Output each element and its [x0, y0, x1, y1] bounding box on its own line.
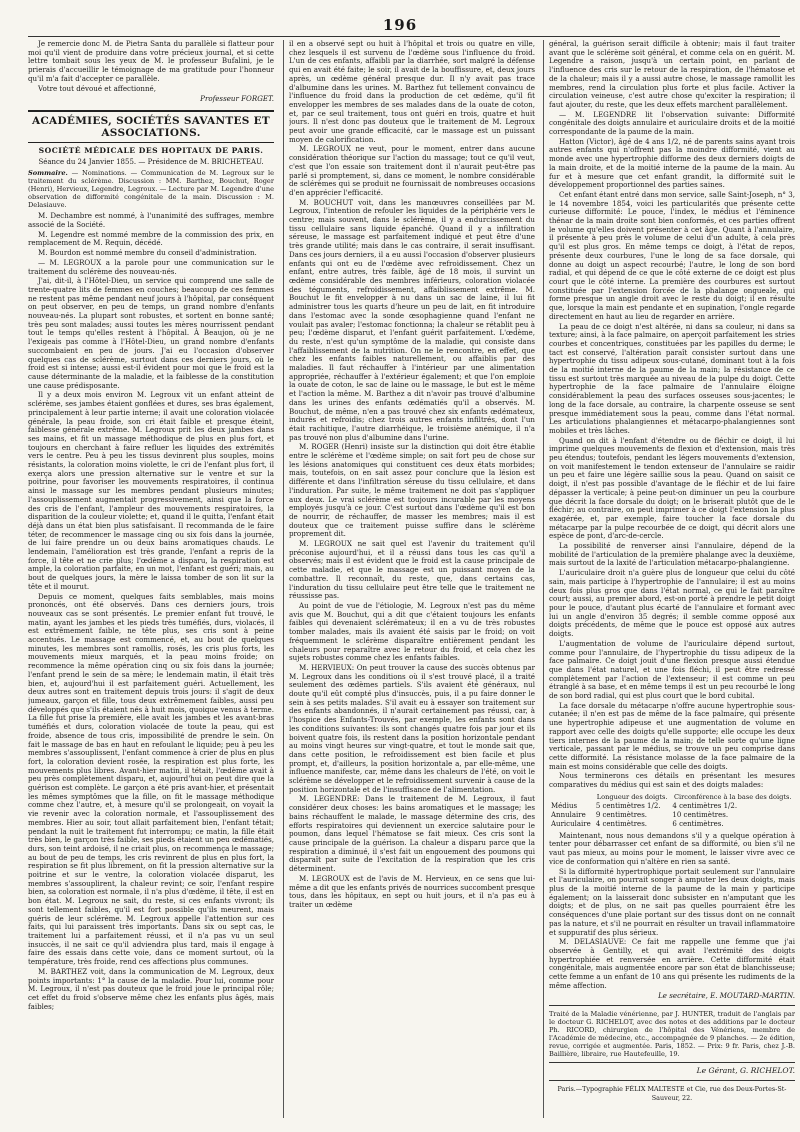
letter-signature: Professeur FORGET.: [200, 94, 274, 104]
paragraph: M. Dechambre est nommé, à l'unanimité des suffrages, membre associé de la Société.: [28, 211, 274, 230]
paragraph: L'auriculaire droit n'a guère plus de longueur que celui du côté sain, mais participe à l'hypertrophie de l'annulaire; il est au moins deux fois plus gros que dans l'état normal, ce qui le fait paraître court; aussi, au premier abord, est-on porté à prendre le petit doigt pour le pouce, d'autant plus écarté de l'annulaire et formant avec lui un angle d'environ 35 degrés; il semble comme opposé aux doigts précédents, de même que le pouce est opposé aux autres doigts.: [549, 568, 795, 639]
session-line: Séance du 24 Janvier 1855. — Présidence de M. BRICHETEAU.: [38, 157, 264, 166]
table-cell: 6 centimètres.: [672, 819, 724, 828]
gerant-signature: Le Gérant, G. RICHELOT.: [696, 1066, 795, 1076]
table-row: [549, 802, 795, 811]
table-cell: Médius: [551, 801, 578, 810]
paragraph: M. BOUCHUT voit, dans les manœuvres conseillées par M. Legroux, l'intention de refouler les liquides de la périphérie vers le centre; mais souvent, dans le sclérème, il y a endurcissement du tissu cellulaire sans liquide épanché. Quand il y a infiltration séreuse, le massage est parfaitement indiqué et peut être d'une très grande utilité; mais dans le cas contraire, il serait insuffisant. Dans ces jours derniers, il a eu aussi l'occasion d'observer plusieurs enfants qui ont eu de l'œdème avec refroidissement. Chez un enfant, entre autres, très faible, âgé de 18 mois, il survint un œdème considérable des membres inférieurs, coloration violacée des téguments, refroidissement, affaiblissement extrême. M. Bouchut le fit envelopper à nu dans un sac de laine, il lui fit administrer tous les quarts d'heure un peu de lait, en fit introduire dans l'estomac avec la sonde œsophagienne quand l'enfant ne voulait pas avaler; l'estomac fonctionna; la chaleur se rétablit peu à peu; l'œdème disparut, et l'enfant guérit parfaitement. L'œdème, du reste, n'est qu'un symptôme de la maladie, qui consiste dans l'affaiblissement de la nutrition. On ne le rencontre, en effet, que chez les enfants faibles naturellement, ou affaiblis par des maladies. Il faut réchauffer à l'intérieur par une alimentation appropriée, réchauffer à l'extérieur également; et que l'on emploie la ouate de coton, le sac de laine ou le massage, le but est le même et l'action la même. M. Barthez a dit n'avoir pas trouvé d'albumine dans les urines des enfants œdématiés qu'il a observés. M. Bouchut, de même, n'en a pas trouvé chez six enfants œdémateux, indurés et refroidis; chez trois autres enfants infiltrés, dont l'un était rachitique, l'autre diarrhéique, le troisième anémique, il n'a pas trouvé non plus d'albumine dans l'urine.: [289, 197, 535, 442]
table-cell: Annulaire: [551, 810, 586, 819]
paragraph: M. LEGROUX ne sait quel est l'avenir du traitement qu'il préconise aujourd'hui, et il a réussi dans tous les cas qu'il a observés; mais il est évident que le froid est la cause principale de cette maladie, et que le massage est un puissant moyen de la combattre. Il reconnaît, du reste, que, dans certains cas, l'induration du tissu cellulaire peut être telle que le traitement ne réussisse pas.: [289, 539, 535, 601]
paragraph: La peau de ce doigt n'est altérée, ni dans sa couleur, ni dans sa texture; ainsi, à la face palmaire, on aperçoit parfaitement les stries courbes et concentriques, constituées par les papilles du derme; le tact est conservé, l'altération paraît consister surtout dans une hypertrophie du tissu adipeux sous-cutané, dominant tout à la fois de la moitié interne de la paume de la main; la résistance de ce tissu est surtout très marquée au niveau de la pulpe du doigt. Cette hypertrophie de la face palmaire de l'annulaire éloigne considérablement la peau des surfaces osseuses sous-jacentes; le long de la face dorsale, au contraire, la charpente osseuse se sent presque immédiatement sous la peau, comme dans l'état normal. Les articulations phalangiennes et métacarpo-phalangiennes sont mobiles et très lâches.: [549, 321, 795, 435]
paragraph: Depuis ce moment, quelques faits semblables, mais moins prononcés, ont été observés. Dans ces derniers jours, trois nouveaux cas se sont présentés. Le premier enfant fut trouvé, le matin, ayant les jambes et les pieds très tuméfiés, durs, violacés, il est extrêmement faible, ne tête plus, ses cris sont à peine accentués. Le massage est commencé, et, au bout de quelques minutes, les membres sont ramollis, rosés, les cris plus forts, les mouvements mieux marqués, et la peau moins froide; on recommence la même opération cinq ou six fois dans la journée; l'enfant prend le sein de sa mère; le lendemain matin, il était très bien, et, aujourd'hui il est parfaitement guéri. Actuellement, les deux autres sont en traitement depuis trois jours: il s'agit de deux jumeaux, garçon et fille, tous deux extrêmement faibles, aussi peu développés que s'ils étaient nés à huit mois, quoique venus à terme. La fille fut prise la première, elle avait les jambes et les avant-bras tuméfiés et durs, coloration violacée de toute la peau, qui est froide, absence de tous cris, impossibilité de prendre le sein. On fait le massage de bas en haut en refoulant le liquide; peu à peu les membres s'assouplissent, l'enfant commence à crier de plus en plus fort, la coloration devient rosée, la respiration est plus forte, les mouvements plus libres. Avant-hier matin, il tétait, l'œdème avait à peu près complètement disparu, et, aujourd'hui on peut dire que la guérison est complète. Le garçon a été pris avant-hier, et présentait les mêmes symptômes que la fille, on fit le massage méthodique comme chez l'autre, et, à mesure qu'il se prolongeait, on voyait la vie revenir avec la coloration normale, et l'assouplissement des membres. Hier au soir, tout allait parfaitement bien, l'enfant tétait; pendant la nuit le traitement fut interrompu; ce matin, la fille était très bien, le garçon très faible, ses pieds étaient un peu œdématiés, durs, son teint ardoisé, il ne criait plus, on recommença le massage; au bout de peu de temps, les cris revinrent de plus en plus fort, la respiration se fit plus librement, on fit la pression alternative sur la poitrine et sur le ventre, la coloration violacée disparut, les membres s'assouplirent, la chaleur revint; ce soir, l'enfant respire bien, sa coloration est normale, il n'a plus d'œdème, il tête, il est en bon état. M. Legroux ne sait, du reste, si ces enfants vivront; ils sont tellement faibles, qu'il est fort possible qu'ils meurent, mais guéris de leur sclérème. M. Legroux appelle l'attention sur ces faits, qui lui paraissent très importants. Dans six ou sept cas, le traitement lui a parfaitement réussi, et il n'a pas vu un seul insuccès, il ne sait ce qu'il adviendra plus tard, mais il engage à faire des essais dans cette voie, dans ce moment surtout, où la température, très froide, rend ces affections plus communes.: [28, 591, 274, 967]
column-divider: [283, 40, 284, 1118]
column-1: [28, 40, 274, 1120]
paragraph: M. Legendre est nommé membre de la commission des prix, en remplacement de M. Requin, décédé.: [28, 229, 274, 248]
paragraph: Quand on dit à l'enfant d'étendre ou de fléchir ce doigt, il lui imprime quelques mouvements de flexion et d'extension, mais très peu étendus; toutefois, pendant les légers mouvements d'extension, on voit manifestement le tendon extenseur de l'annulaire se raidir un peu et faire une légère saillie sous la peau. Quand on saisit ce doigt, il n'est pas possible d'avantage de le fléchir et de lui faire dépasser la verticale; à peine peut-on diminuer un peu la courbure que décrit la face dorsale du doigt; on le briserait plutôt que de le fléchir; au contraire, on peut imprimer à ce doigt l'extension la plus exagérée, et, par exemple, faire toucher la face dorsale du métacarpe par la pulpe recourbée de ce doigt, qui décrit alors une espèce de pont, d'arc-de-cercle.: [549, 435, 795, 541]
table-row: [549, 811, 795, 820]
paragraph: — M. LEGROUX a la parole pour une communication sur le traitement du sclérème des nouveau-nés.: [28, 257, 274, 276]
paragraph: Nous terminerons ces détails en présentant les mesures comparatives du médius qui est sain et des doigts malades:: [549, 771, 795, 790]
paragraph: Hatton (Victor), âgé de 4 ans 1/2, né de parents sains ayant trois autres enfants qui n'offrent pas la moindre difformité, vient au monde avec une hypertrophie difforme des deux derniers doigts de la main droite, et de la moitié interne de la paume de la main. Au fur et à mesure que cet enfant grandit, la difformité suit le développement proportionnel des parties saines.: [549, 136, 795, 190]
page-number: 196: [382, 16, 418, 34]
column-3: [549, 40, 795, 1120]
divider: [549, 1080, 795, 1081]
divider: [549, 1062, 795, 1063]
paragraph: M. LEGROUX ne veut, pour le moment, entrer dans aucune considération théorique sur l'action du massage; tout ce qu'il veut, c'est que l'on essaie son traitement dont il n'aurait peut-être pas parlé si promptement, si, dans ce moment, le nombre considérable de sclérèmes qui se produit ne fournissait de nombreuses occasions d'en apprécier l'efficacité.: [289, 144, 535, 197]
paragraph: M. Bourdon est nommé membre du conseil d'administration.: [38, 248, 257, 258]
paragraph: Il y a deux mois environ M. Legroux vit un enfant atteint de sclérème, ses jambes étaient gonflées et dures, ses bras également, principalement à leur partie interne; il avait une coloration violacée générale, la peau froide, son cri était faible et presque éteint, faiblesse générale extrême. M. Legroux prit les deux jambes dans ses mains, et fit un massage méthodique de plus en plus fort, et toujours en cherchant à faire refluer les liquides des extrémités vers le centre. Peu à peu les tissus devinrent plus souples, moins résistants, la coloration moins violette, le cri de l'enfant plus fort, il exerça alors une pression alternative sur le ventre et sur la poitrine, pour favoriser les mouvements respiratoires, il continua ainsi le massage sur les membres pendant plusieurs minutes; l'assouplissement augmentait progressivement, ainsi que la force des cris de l'enfant, l'ampleur des mouvements respiratoires, la disparition de la couleur violette; et, quand il le quitta, l'enfant était déjà dans un état bien plus satisfaisant. Il recommanda de le faire téter, de recommencer le massage cinq ou six fois dans la journée, de lui faire prendre un ou deux bains aromatiques chauds. Le lendemain, l'amélioration est très grande, l'enfant a repris de la force, il tête et ne crie plus; l'œdème a disparu, la respiration est ample, la coloration parfaite, en un mot, l'enfant est guéri; mais, au bout de quelques jours, la mère le laissa tomber de son lit sur la tête et il mourut.: [28, 390, 274, 591]
paragraph: général, la guérison serait difficile à obtenir; mais il faut traiter avant que le sclérème soit général, et comme cela on en guérit. M. Legendre a raison, jusqu'à un certain point, en parlant de l'influence des cris sur le retour de la respiration, de l'hématose et de la chaleur; mais il y a aussi autre chose, le massage ramollit les membres, rend la circulation plus forte et plus facile. Activer la circulation veineuse, c'est autre chose qu'exciter la respiration; il faut ajouter, du reste, que les deux effets marchent parallèlement.: [549, 40, 795, 109]
paragraph: Au point de vue de l'étiologie, M. Legroux n'est pas du même avis que M. Bouchut, qui a dit que c'étaient toujours les enfants faibles qui devenaient sclérémateux; il en a vu de très robustes tomber malades, mais ils avaient été saisis par le froid; on voit fréquemment le sclérème disparaître entièrement pendant les chaleurs pour reparaître avec le retour du froid, et cela chez les sujets robustes comme chez les enfants faibles.: [289, 601, 535, 663]
table-row: [549, 820, 795, 829]
paragraph: M. LEGROUX est de l'avis de M. Hervieux, en ce sens que lui-même a dit que les enfants privés de nourrices succombent presque tous, dans les hôpitaux, en sept ou huit jours, et il n'a pas eu à traiter un œdème: [289, 873, 535, 909]
letter-paragraph: Je remercie donc M. de Pietra Santa du parallèle si flatteur pour moi qu'il vient de produire dans votre précieux journal, et si cette lettre tombait sous les yeux de M. le professeur Bufalini, je le prierais d'accueillir le témoignage de ma gratitude pour l'honneur qu'il m'a fait d'accepter ce parallèle.: [28, 40, 274, 83]
paragraph: L'augmentation de volume de l'auriculaire dépend surtout, comme pour l'annulaire, de l'hypertrophie du tissu adipeux de la face palmaire. Ce doigt jouit d'une flexion presque aussi étendue que dans l'état naturel, et une fois fléchi, il peut être redressé complètement par l'action de l'extenseur; il est comme un peu étranglé à sa base, et en même temps il est un peu recourbé le long de son bord radial, qui est plus court que le bord cubital.: [549, 638, 795, 701]
table-cell: 4 centimètres.: [595, 819, 648, 828]
paragraph: M. ROGER (Henri) insiste sur la distinction qui doit être établie entre le sclérème et l'œdème simple; on sait fort peu de chose sur les lésions anatomiques qui constituent ces deux états morbides; mais, toutefois, on en sait assez pour conclure que la lésion est différente et dans l'infiltration séreuse du tissu cellulaire, et dans l'induration. Par suite, le même traitement ne doit pas s'appliquer aux deux. Le vrai sclérème est toujours incurable par les moyens employés jusqu'à ce jour. C'est surtout dans l'œdème qu'il est bon de nourrir, de réchauffer, de masser les membres; mais il est douteux que ce traitement puisse suffire dans le sclérème proprement dit.: [289, 442, 535, 539]
summary-label: Sommaire.: [28, 169, 68, 178]
paragraph: M. BARTHEZ voit, dans la communication de M. Legroux, deux points importants: 1° la cause de la maladie. Pour lui, comme pour M. Legroux, il n'est pas douteux que le froid joue le principal rôle; cet effet du froid s'observe même chez les enfants plus âgés, mais faibles;: [28, 966, 274, 1011]
paragraph: — M. LEGENDRE lit l'observation suivante: Difformité congénitale des doigts annulaire et auriculaire droits et de la moitié correspondante de la paume de la main.: [549, 109, 795, 137]
table-cell: 10 centimètres.: [672, 810, 729, 819]
table-header: Circonférence à la base des doigts.: [673, 792, 792, 801]
section-title: ACADÉMIES, SOCIÉTÉS SAVANTES ET ASSOCIATIONS.: [28, 110, 274, 143]
divider: [549, 1005, 795, 1006]
paragraph: il en a observé sept ou huit à l'hôpital et trois ou quatre en ville, chez lesquels il est survenu de l'œdème sous l'influence du froid. L'un de ces enfants, affaibli par la diarrhée, sort malgré la défense qui en avait été faite; le soir, il avait de la bouffissure, et, deux jours après, un œdème général presque dur. Il n'y avait pas trace d'albumine dans les urines. M. Barthez fut tellement convaincu de l'influence du froid dans la production de cet œdème, qu'il fit envelopper les membres de ses malades dans de la ouate de coton, et, par ce seul traitement, tous ont guéri en trois, quatre et huit jours. Il n'est donc pas douteux que le traitement de M. Legroux peut avoir une grande efficacité, car le massage est un puissant moyen de calorification.: [289, 40, 535, 144]
bibliography-notice: Traité de la Maladie vénérienne, par J. HUNTER, traduit de l'anglais par le docteur G. RICHELOT, avec des notes et des additions par le docteur Ph. RICORD, chirurgien de l'hôpital des Vénériens, membre de l'Académie de médecine, etc., accompagnée de 9 planches. — 2e édition, revue, corrigée et augmentée. Paris, 1852. — Prix: 9 fr. Paris, chez J.-B. Baillière, libraire, rue Hautefeuille, 19.: [549, 1010, 795, 1059]
society-heading: SOCIÉTÉ MÉDICALE DES HOPITAUX DE PARIS.: [38, 145, 264, 155]
paragraph: La possibilité de renverser ainsi l'annulaire, dépend de la mobilité de l'articulation de la première phalange avec la deuxième, mais surtout de la laxité de l'articulation métacarpo-phalangienne.: [549, 541, 795, 568]
table-cell: 4 centimètres 1/2.: [672, 801, 738, 810]
paragraph: M. DELASIAUVE: Ce fait me rappelle une femme que j'ai observée à Gentilly, et qui avait l'extrémité des doigts hypertrophiée et renversée en arrière. Cette difformité était congénitale, mais augmentée encore par son état de blanchisseuse; cette femme a un enfant de 10 ans qui présente les rudiments de la même affection.: [549, 937, 795, 990]
paragraph: M. LEGENDRE: Dans le traitement de M. Legroux, il faut considérer deux choses: les bains aromatiques et le massage; les bains réchauffent le malade, le massage détermine des cris, des efforts respiratoires qui deviennent un exercice salutaire pour le poumon, dans lequel l'hématose se fait mieux. Ces cris sont la cause principale de la guérison. La chaleur a disparu parce que la respiration a diminué, il s'est fait un engouement des poumons qui disparaît par suite de l'excitation de la respiration que les cris déterminent.: [289, 794, 535, 874]
paragraph: M. HERVIEUX: On peut trouver la cause des succès obtenus par M. Legroux dans les conditions où il s'est trouvé placé, il a traité seulement des œdèmes partiels. S'ils avaient été généraux, nul doute qu'il eût compté plus d'insuccès, puis, il a pu faire donner le sein à ses petits malades. S'il avait eu à essayer son traitement sur des enfants abandonnés, il n'aurait certainement pas réussi, car, à l'hospice des Enfants-Trouvés, par exemple, les enfants sont dans les conditions suivantes: ils sont changés quatre fois par jour et ils boivent quatre fois, ils restent dans la position horizontale pendant au moins vingt heures sur vingt-quatre, et tout le monde sait que, dans cette position, le refroidissement est bien facile et plus prompt, et, d'ailleurs, la position horizontale a, par elle-même, une influence manifeste, car, même dans les chaleurs de l'été, on voit le sclérème se développer et le refroidissement survenir à cause de la position horizontale et de l'insuffisance de l'alimentation.: [289, 662, 535, 794]
summary: [28, 169, 274, 209]
table-cell: 9 centimètres.: [595, 810, 648, 819]
table-cell: 5 centimètres 1/2.: [595, 801, 661, 810]
letter-closing: Votre tout dévoué et affectionné,: [38, 83, 156, 93]
column-2: [289, 40, 535, 1120]
summary-text: — Nominations. — Communication de M. Legroux sur le traitement du sclérème. Discussion : MM. Barthez, Bouchut, Roger (Henri), Hervieux, Legendre, Legroux. — Lecture par M. Legendre d'une observation de difformité congénitale de la main. Discussion : M. Delasiauve.: [28, 169, 274, 210]
paragraph: Cet enfant étant entré dans mon service, salle Saint-Joseph, n° 3, le 14 novembre 1854, voici les particularités que présente cette curieuse difformité: Le pouce, l'index, le médius et l'éminence thénar de la main droite sont bien conformés, et ces parties offrent le volume qu'elles doivent présenter à cet âge. Quant à l'annulaire, il présente à peu près le volume de celui d'un adulte, à cela près qu'il est plus gros. En même temps ce doigt, à l'état de repos, présente deux courbures, l'une le long de sa face dorsale, qui donne au doigt un aspect recourbé; l'autre, le long de son bord radial, et qui dépend de ce que le côté externe de ce doigt est plus court que le côté interne. La première des courbures est surtout constituée par l'extension forcée de la phalange ongueale, qui forme presque un angle droit avec le reste du doigt; il en résulte que, lorsque la main est pendante et en supination, l'ongle regarde directement en haut au lieu de regarder en arrière.: [549, 189, 795, 321]
paragraph: La face dorsale du métacarpe n'offre aucune hypertrophie sous-cutanée; il n'en est pas de même de la face palmaire, qui présente une hypertrophie adipeuse et une augmentation de volume en rapport avec celle des doigts qu'elle supporte; elle occupe les deux tiers internes de la paume de la main; de telle sorte qu'une ligne verticale, passant par le médius, se trouve un peu comprise dans cette difformité. La résistance molasse de la face palmaire de la main est moins considérable que celle des doigts.: [549, 700, 795, 771]
paragraph: Maintenant, nous nous demandons s'il y a quelque opération à tenter pour débarrasser cet enfant de sa difformité, ou bien s'il ne vaut pas mieux, au moins pour le moment, le laisser vivre avec ce vice de conformation qui n'altère en rien sa santé.: [549, 830, 795, 866]
table-header: Longueur des doigts.: [596, 792, 668, 801]
secretary-signature: Le secrétaire, E. MOUTARD-MARTIN.: [658, 991, 795, 1001]
printer-line: Paris.—Typographie FÉLIX MALTESTE et Cie, rue des Deux-Portes-St-Sauveur, 22.: [557, 1084, 787, 1102]
table-cell: Auriculaire: [551, 819, 591, 828]
paragraph: J'ai, dit-il, à l'Hôtel-Dieu, un service qui comprend une salle de trente-quatre lits de femmes en couches; beaucoup de ces femmes ne restent pas même pendant neuf jours à l'hôpital, par conséquent on peut observer, en peu de temps, un grand nombre d'enfants nouveau-nés. La plupart sont robustes, et sortent en bonne santé; très peu sont malades; aussi toutes les mères nourrissent pendant tout le temps qu'elles restent à l'hôpital. À Beaujon, où je ne l'exigeais pas comme à l'Hôtel-Dieu, un grand nombre d'enfants succombaient en peu de jours. J'ai eu l'occasion d'observer quelques cas de sclérème, surtout dans ces derniers jours, où le froid est si intense; aussi est-il évident pour moi que le froid est la cause déterminante de la maladie, et la faiblesse de la constitution une cause prédisposante.: [28, 276, 274, 390]
paragraph: Si la difformité hypertrophique portait seulement sur l'annulaire et l'auriculaire, on pourrait songer à amputer les deux doigts, mais plus de la moitié interne de la paume de la main y participe également; on la laisserait donc subsister en n'amputant que les doigts; et de plus, on ne sait pas quelles pourraient être les conséquences d'une plaie portant sur des tissus dont on ne connaît pas la nature, et s'il ne pourrait en résulter un travail inflammatoire et suppuratif des plus sérieux.: [549, 866, 795, 937]
column-divider: [543, 40, 544, 1118]
measurements-table: [549, 793, 795, 829]
header-rule: [28, 36, 780, 37]
